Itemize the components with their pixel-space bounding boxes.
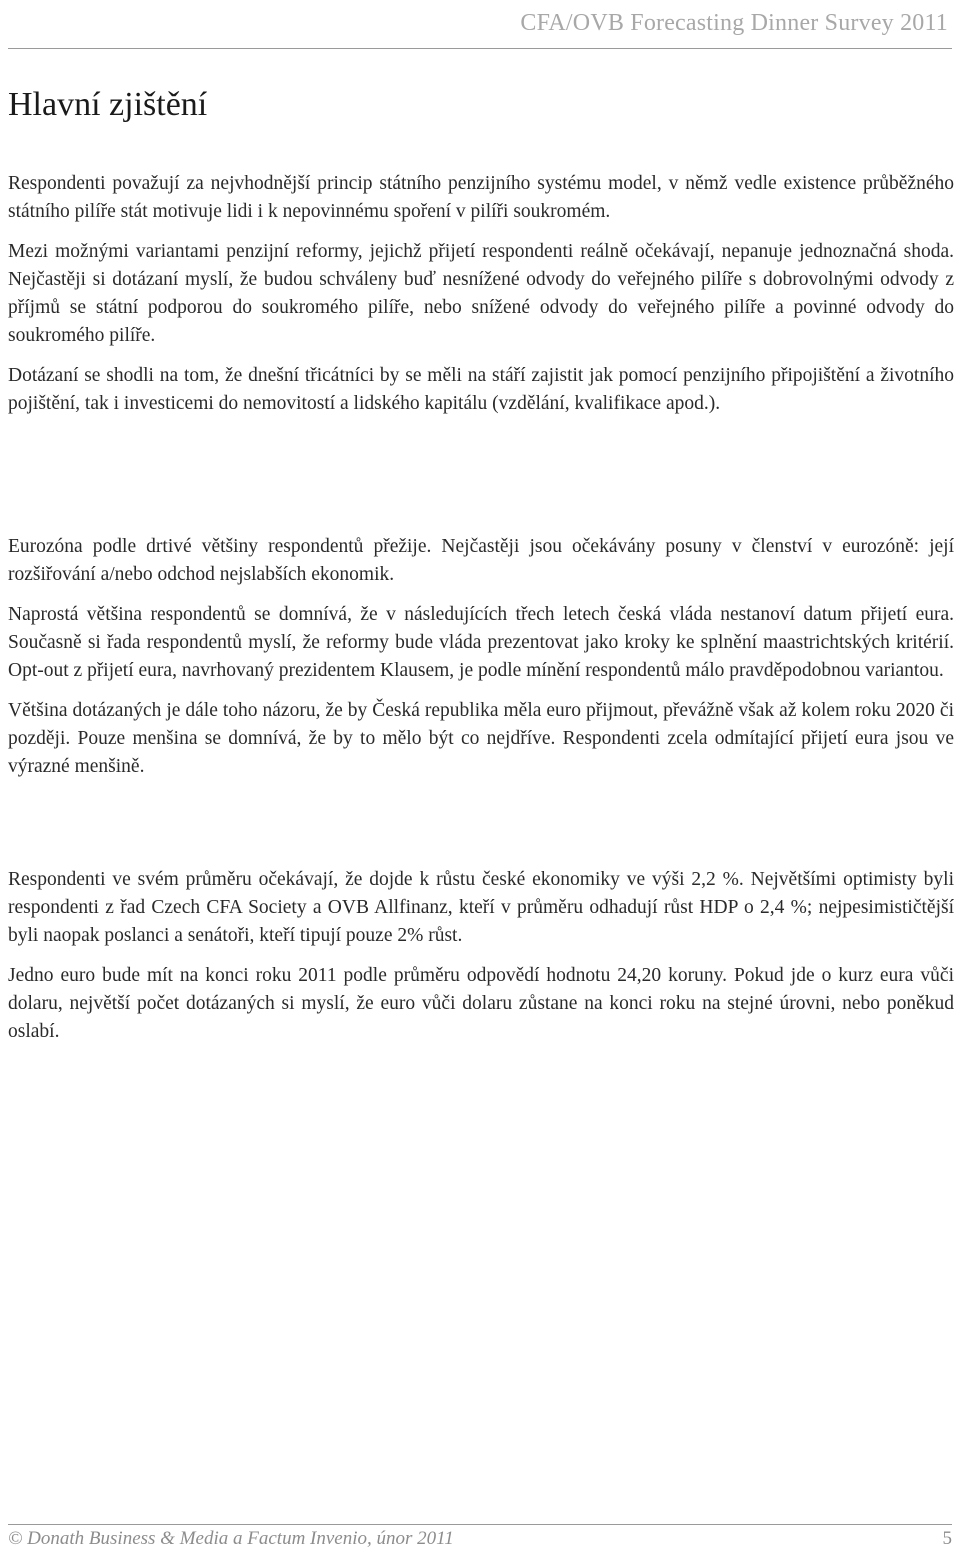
- document-header-title: CFA/OVB Forecasting Dinner Survey 2011: [520, 10, 948, 36]
- page-number: 5: [942, 1528, 952, 1549]
- page-title: Hlavní zjištění: [8, 86, 208, 123]
- paragraph: Respondenti ve svém průměru očekávají, že dojde k růstu české ekonomiky ve výši 2,2 %. Největšími optimisty byli respondenti z řad Czech CFA Society a OVB Allfinanz, kteří v průměru odhadují růst HDP o 2,4 %; nejpesimističtější byli naopak poslanci a senátoři, kteří tipují pouze 2% růst.: [8, 869, 954, 946]
- paragraph: Eurozóna podle drtivé většiny respondentů přežije. Nejčastěji jsou očekávány posuny v členství v eurozóně: její rozšiřování a/nebo odchod nejslabších ekonomik.: [8, 536, 954, 585]
- footer-copyright: © Donath Business & Media a Factum Invenio, únor 2011: [8, 1528, 454, 1549]
- paragraph: Většina dotázaných je dále toho názoru, že by Česká republika měla euro přijmout, převážně však až kolem roku 2020 či později. Pouze menšina se domnívá, že by to mělo být co nejdříve. Respondenti zcela odmítající přijetí eura jsou ve výrazné menšině.: [8, 700, 954, 777]
- paragraph: Dotázaní se shodli na tom, že dnešní třicátníci by se měli na stáří zajistit jak pomocí penzijního připojištění a životního pojištění, tak i investicemi do nemovitostí a lidského kapitálu (vzdělání, kvalifikace apod.).: [8, 365, 954, 414]
- paragraph: Mezi možnými variantami penzijní reformy, jejichž přijetí respondenti reálně očekávají, nepanuje jednoznačná shoda. Nejčastěji si dotázaní myslí, že budou schváleny buď nesnížené odvody do veřejného pilíře s dobrovolnými odvody z příjmů se státní podporou do soukromého pilíře, nebo snížené odvody do veřejného pilíře a povinné odvody do soukromého pilíře.: [8, 241, 954, 346]
- paragraph: Jedno euro bude mít na konci roku 2011 podle průměru odpovědí hodnotu 24,20 koruny. Pokud jde o kurz eura vůči dolaru, největší počet dotázaných si myslí, že euro vůči dolaru zůstane na konci roku na stejné úrovni, nebo poněkud oslabí.: [8, 965, 954, 1042]
- header-divider: [8, 48, 952, 49]
- section-eurozone: [8, 533, 954, 793]
- section-economy: [8, 866, 954, 1058]
- footer-divider: [8, 1524, 952, 1525]
- paragraph: Naprostá většina respondentů se domnívá, že v následujících třech letech česká vláda nestanoví datum přijetí eura. Současně si řada respondentů myslí, že reformy bude vláda prezentovat jako kroky ke splnění maastrichtských kritérií. Opt-out z přijetí eura, navrhovaný prezidentem Klausem, je podle mínění respondentů málo pravděpodobnou variantou.: [8, 604, 954, 681]
- paragraph: Respondenti považují za nejvhodnější princip státního penzijního systému model, v němž vedle existence průběžného státního pilíře stát motivuje lidi i k nepovinnému spoření v pilíři soukromém.: [8, 173, 954, 222]
- section-pension: [8, 170, 954, 430]
